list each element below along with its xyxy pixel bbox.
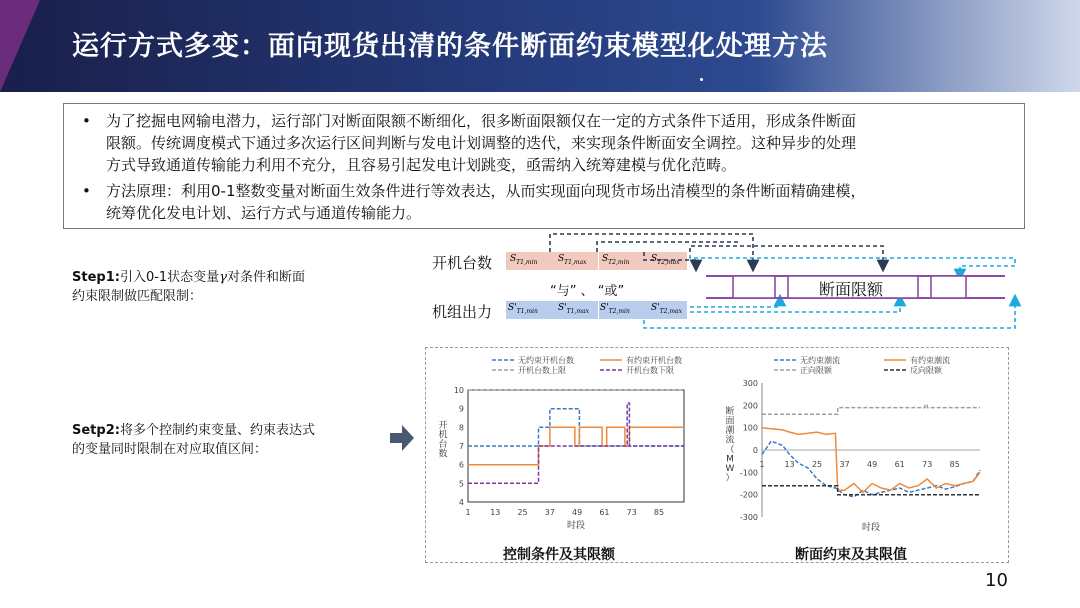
y-axis-label: 断面潮流（ M W ） (725, 407, 735, 484)
legend-label: 开机台数下限 (626, 366, 674, 375)
step1-text-part: 对条件和断面 (226, 270, 305, 285)
y-tick-label: 300 (742, 379, 758, 388)
bullet-line: 统筹优化发电计划、运行方式与通道传输能力。 (106, 204, 422, 222)
y-tick-label: 0 (752, 446, 758, 455)
legend-label: 正向限额 (800, 366, 832, 375)
bullet-line: 限额。传统调度模式下通过多次运行区间判断与发电计划调整的迭代，来实现条件断面安全调控。这种异步的处理 (106, 134, 857, 152)
y-tick-label: 200 (742, 401, 758, 411)
y-tick-label: 7 (458, 442, 464, 451)
page-number: 10 (985, 570, 1008, 591)
dark-connectors (550, 234, 883, 266)
unit-count-label: 开机台数 (432, 254, 493, 272)
slide-title: 运行方式多变：面向现货出清的条件断面约束模型化处理方法 (72, 31, 828, 62)
x-tick-label: 73 (922, 460, 933, 469)
x-tick-label: 85 (949, 460, 960, 469)
legend-label: 反向限额 (910, 366, 942, 375)
bullet-line: 方式导致通道传输能力利用不充分，且容易引起发电计划跳变，亟需纳入统筹建模与优化范畴。 (106, 156, 737, 174)
row1-s-t1min: $S_{T1,min}$ (510, 254, 538, 266)
right-arrow-icon (390, 425, 414, 455)
x-tick-label: 49 (572, 508, 583, 517)
series-line (762, 441, 980, 497)
step2-label: Setp2: (72, 423, 120, 438)
x-tick-label: 37 (544, 508, 555, 517)
step1-label: Step1: (72, 270, 120, 285)
x-axis-label: 时段 (566, 521, 586, 531)
row2-s-t2max: $S'_{T2,max}$ (651, 303, 683, 315)
caption-right: 断面约束及其限值 (795, 547, 907, 563)
legend-label: 无约束潮流 (800, 356, 840, 365)
series-line (762, 405, 980, 414)
y-tick-label: -300 (739, 513, 758, 522)
step1-line2: 约束限制做匹配限制： (72, 289, 203, 304)
step1-text-part: 引入0-1状态变量 (119, 270, 220, 285)
legend-label: 有约束潮流 (910, 356, 950, 365)
and-or-label: “与” 、 “或” (550, 284, 625, 299)
step2-line2: 的变量同时限制在对应取值区间： (72, 442, 268, 457)
row1-s-t2max: $S_{T2,max}$ (651, 254, 680, 266)
x-tick-label: 25 (517, 508, 528, 517)
gamma-variable: γ (219, 270, 227, 285)
y-tick-label: 5 (458, 479, 464, 489)
row1-s-t2min: $S_{T2,min}$ (602, 254, 630, 266)
bullet-line: 方法原理：利用0-1整数变量对断面生效条件进行等效表达，从而实现面向现货市场出清模型的条件断面精确建模， (106, 182, 866, 200)
bullet-marker: • (82, 182, 91, 200)
y-tick-label: 10 (453, 386, 464, 395)
legend-label: 无约束开机台数 (518, 356, 574, 365)
x-tick-label: 1 (465, 508, 471, 517)
y-tick-label: 4 (458, 498, 464, 507)
caption-left: 控制条件及其限额 (503, 547, 615, 563)
y-tick-label: 9 (458, 404, 464, 414)
x-tick-label: 13 (784, 460, 795, 469)
legend-label: 开机台数上限 (518, 366, 566, 375)
section-limit-label: 断面限额 (819, 280, 884, 299)
x-tick-label: 61 (894, 460, 905, 469)
x-tick-label: 25 (811, 460, 823, 469)
bullet-line: 为了挖掘电网输电潜力，运行部门对断面限额不断细化，很多断面限额仅在一定的方式条件下适用，形成条件断面 (106, 112, 857, 130)
row1-s-t1max: $S_{T1,max}$ (558, 254, 587, 266)
x-tick-label: 49 (867, 460, 878, 469)
x-axis-label: 时段 (861, 523, 881, 532)
y-axis-label: 开机台数 (438, 421, 448, 460)
y-tick-label: 8 (458, 423, 464, 433)
step2-text-part: 将多个控制约束变量、约束表达式 (119, 423, 315, 438)
legend-label: 有约束开机台数 (626, 356, 682, 365)
y-tick-label: 6 (458, 460, 464, 470)
x-tick-label: 13 (490, 508, 501, 517)
x-tick-label: 1 (759, 460, 765, 469)
unit-output-label: 机组出力 (432, 303, 493, 321)
control-condition-chart (430, 352, 712, 532)
x-tick-label: 61 (599, 508, 610, 517)
x-tick-label: 73 (626, 508, 637, 517)
series-line (468, 403, 684, 483)
y-tick-label: 100 (742, 423, 758, 433)
y-tick-label: -100 (739, 468, 758, 478)
row2-s-t2min: $S'_{T2,min}$ (600, 303, 630, 315)
row2-s-t1max: $S'_{T1,max}$ (558, 303, 590, 315)
bullet-marker: • (82, 112, 91, 130)
section-constraint-chart (720, 352, 1006, 532)
row2-s-t1min: $S'_{T1,min}$ (508, 303, 538, 315)
x-tick-label: 85 (653, 508, 665, 517)
x-tick-label: 37 (839, 460, 850, 469)
y-tick-label: -200 (739, 490, 758, 500)
